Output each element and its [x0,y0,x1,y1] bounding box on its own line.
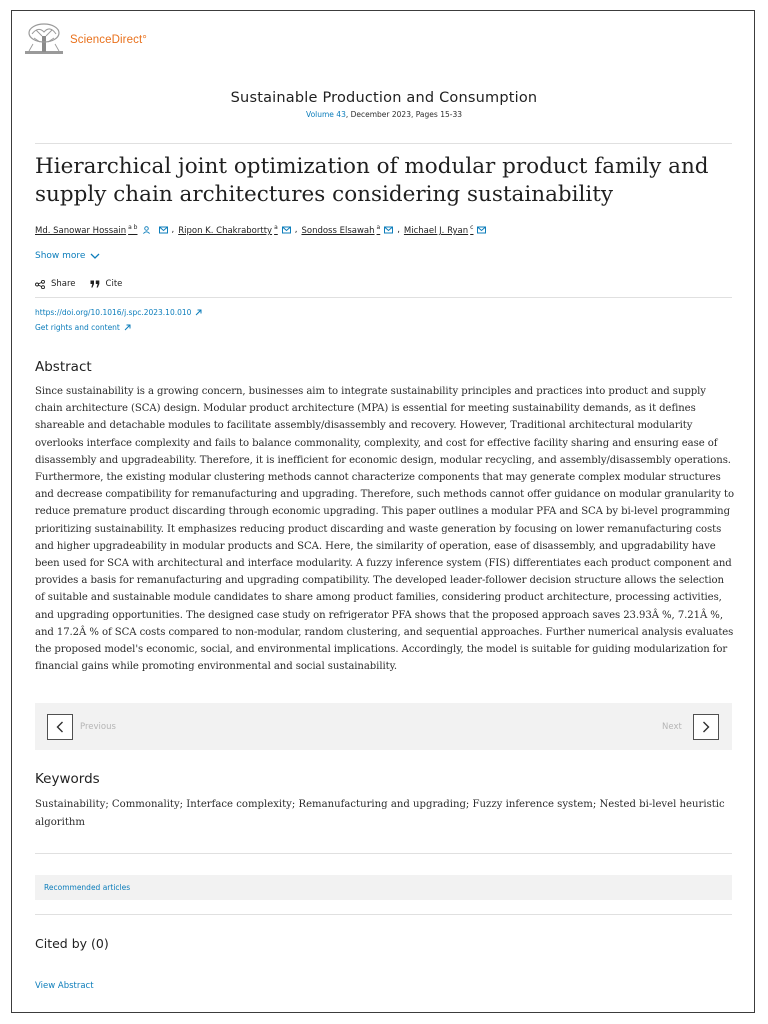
share-label: Share [51,279,76,289]
author-list [35,224,490,236]
author-link[interactable]: Sondoss Elsawah $^a$ [301,224,381,236]
previous-label: Previous [80,722,116,732]
doi-link[interactable]: https://doi.org/10.1016/j.spc.2023.10.010 [35,305,202,320]
journal-title[interactable]: Sustainable Production and Consumption [230,90,538,106]
cite-button[interactable] [90,279,123,289]
chevron-left-icon [56,721,64,733]
email-icon[interactable] [384,226,393,234]
show-more-button[interactable] [35,251,100,261]
chevron-right-icon [702,721,710,733]
issue-details: , December 2023, Pages 15-33 [345,110,462,119]
author-link[interactable]: Md. Sanowar Hossain $^{a b}$ [35,224,138,236]
rights-link[interactable]: Get rights and content [35,320,202,335]
share-button[interactable] [35,279,76,289]
divider [35,143,732,144]
article-actions [35,279,136,289]
article-title: Hierarchical joint optimization of modular product family and supply chain architectures considering sustainability [35,154,709,207]
next-button[interactable] [693,714,719,740]
sciencedirect-logo[interactable] [24,22,147,56]
brand-name: ScienceDirect° [70,34,147,46]
volume-link[interactable]: Volume 43 [306,110,346,119]
author-link[interactable]: Michael J. Ryan $^c$ [403,224,474,236]
view-abstract-link[interactable]: View Abstract [35,981,94,991]
cite-label: Cite [105,279,123,289]
abstract-text: Since sustainability is a growing concern, businesses aim to integrate sustainability principles and practices into product and supply chain architecture (SCA) design. Modular product architecture (MPA) is essential for meeting sustainability demands, as it defines shareable and detachable modules to facilitate assembly/disassembly and recovery. However, Traditional architectural modularity overlooks interface complexity and fails to balance commonality, complexity, and cost for effective facility sharing and ensuring ease of disassembly and upgradeability. Therefore, it is inefficient for economic design, modular recycling, and assembly/disassembly operations. Furthermore, the existing modular clustering methods cannot characterize components that may generate complex modular structures and decrease compatibility for remanufacturing and upgrading. Therefore, such methods cannot offer guidance on modular granularity to reduce premature product discarding through economic upgrading. This paper outlines a modular PFA and SCA by bi-level programming prioritizing sustainability. It emphasizes reducing product discarding and waste generation by focusing on lower remanufacturing costs and higher upgradeability in modular products and SCA. Here, the similarity of operation, ease of disassembly, and upgradability have been used for SCA with architectural and interface modularity. A fuzzy inference system (FIS) differentiates each product component and provides a basis for remanufacturing and upgrading compatibility. The developed leader-follower decision structure allows the selection of suitable and sustainable module candidates to share among product families, considering product architecture, processing activities, and upgrading opportunities. The designed case study on refrigerator PFA shows that the proposed approach saves 23.93Â %, 7.21Â %, and 17.2Â % of SCA costs compared to non-modular, random clustering, and sequential approaches. Further numerical analysis evaluates the proposed model's economic, social, and environmental implications. Accordingly, the model is suitable for guiding modularization for financial gains while promoting environmental and social sustainability. [35,386,735,673]
article-links [35,305,202,335]
email-icon[interactable] [477,226,486,234]
abstract-heading: Abstract [35,359,92,375]
recommended-articles-label: Recommended articles [44,883,131,892]
divider [35,853,732,854]
elsevier-tree-icon [24,22,64,56]
email-icon[interactable] [282,226,291,234]
divider [35,297,732,298]
show-more-label: Show more [35,251,86,261]
journal-header [0,90,768,119]
quote-icon [90,280,100,288]
journal-issue-info [0,110,768,119]
recommended-articles-toggle[interactable] [35,875,732,900]
author-link[interactable]: Ripon K. Chakrabortty $^a$ [178,224,278,236]
cited-by-heading: Cited by (0) [35,936,109,951]
author-separator: , [397,224,400,235]
external-link-icon [195,309,202,316]
keywords-heading: Keywords [35,771,100,787]
article-pager [35,703,732,750]
divider [35,914,732,915]
keywords-text: Sustainability; Commonality; Interface complexity; Remanufacturing and upgrading; Fuzzy inference system; Nested bi-level heuristic algorithm [35,799,725,828]
share-icon [35,280,45,289]
author-separator: , [171,224,175,235]
email-icon[interactable] [159,226,168,234]
author-separator: , [294,224,298,235]
chevron-down-icon [90,253,100,260]
person-icon[interactable] [142,226,151,234]
external-link-icon [124,324,131,331]
previous-button[interactable] [47,714,73,740]
next-label: Next [662,722,682,732]
